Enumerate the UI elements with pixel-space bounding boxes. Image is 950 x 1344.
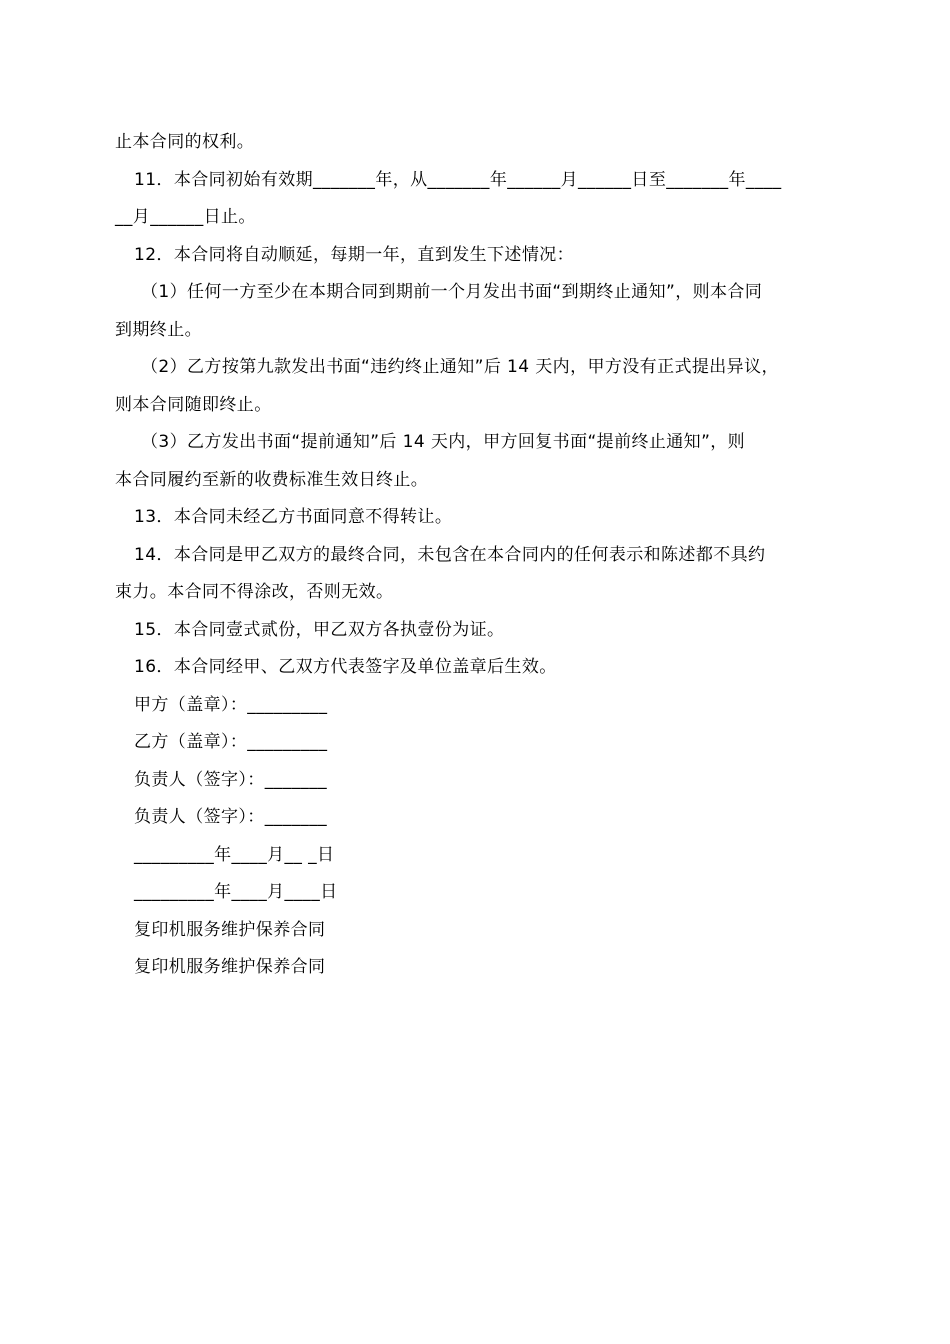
document-body — [115, 124, 845, 987]
signatory-field: 负责人（签字）：_______ — [134, 769, 327, 790]
clause-15-line: 15．本合同壹式贰份，甲乙双方各执壹份为证。 — [134, 619, 505, 640]
clause-12-line: 12．本合同将自动顺延，每期一年，直到发生下述情况： — [134, 244, 575, 265]
clause-16-line: 16．本合同经甲、乙双方代表签字及单位盖章后生效。 — [134, 657, 557, 677]
paragraph-line: 束力。本合同不得涂改，否则无效。 — [115, 582, 394, 602]
clause-13-line: 13．本合同未经乙方书面同意不得转让。 — [134, 507, 453, 527]
signatory-field: 负责人（签字）：_______ — [134, 807, 327, 827]
contract-title: 复印机服务维护保养合同 — [134, 919, 326, 940]
date-field: _________年____月____日 — [134, 882, 338, 902]
clause-12-item-1-line: （1）任何一方至少在本期合同到期前一个月发出书面“到期终止通知”，则本合同 — [141, 282, 763, 302]
party-a-seal-field: 甲方（盖章）：_________ — [134, 694, 328, 715]
clause-11-line: 11．本合同初始有效期_______年，从_______年______月______日至_______年____ — [134, 169, 782, 190]
party-b-seal-field: 乙方（盖章）：_________ — [134, 732, 328, 752]
clause-12-item-3-line: （3）乙方发出书面“提前通知”后 14 天内，甲方回复书面“提前终止通知”，则 — [141, 432, 746, 452]
contract-title: 复印机服务维护保养合同 — [134, 957, 326, 977]
clause-12-item-2-line: （2）乙方按第九款发出书面“违约终止通知”后 14 天内，甲方没有正式提出异议， — [141, 357, 779, 377]
paragraph-line: 本合同履约至新的收费标准生效日终止。 — [115, 469, 429, 490]
paragraph-line: __月______日止。 — [115, 207, 256, 227]
paragraph-line: 到期终止。 — [115, 319, 202, 340]
paragraph-line: 止本合同的权利。 — [115, 132, 255, 152]
clause-14-line: 14．本合同是甲乙双方的最终合同，未包含在本合同内的任何表示和陈述都不具约 — [134, 544, 766, 565]
paragraph-line: 则本合同随即终止。 — [115, 394, 272, 415]
date-field: _________年____月__ _日 — [134, 844, 335, 865]
